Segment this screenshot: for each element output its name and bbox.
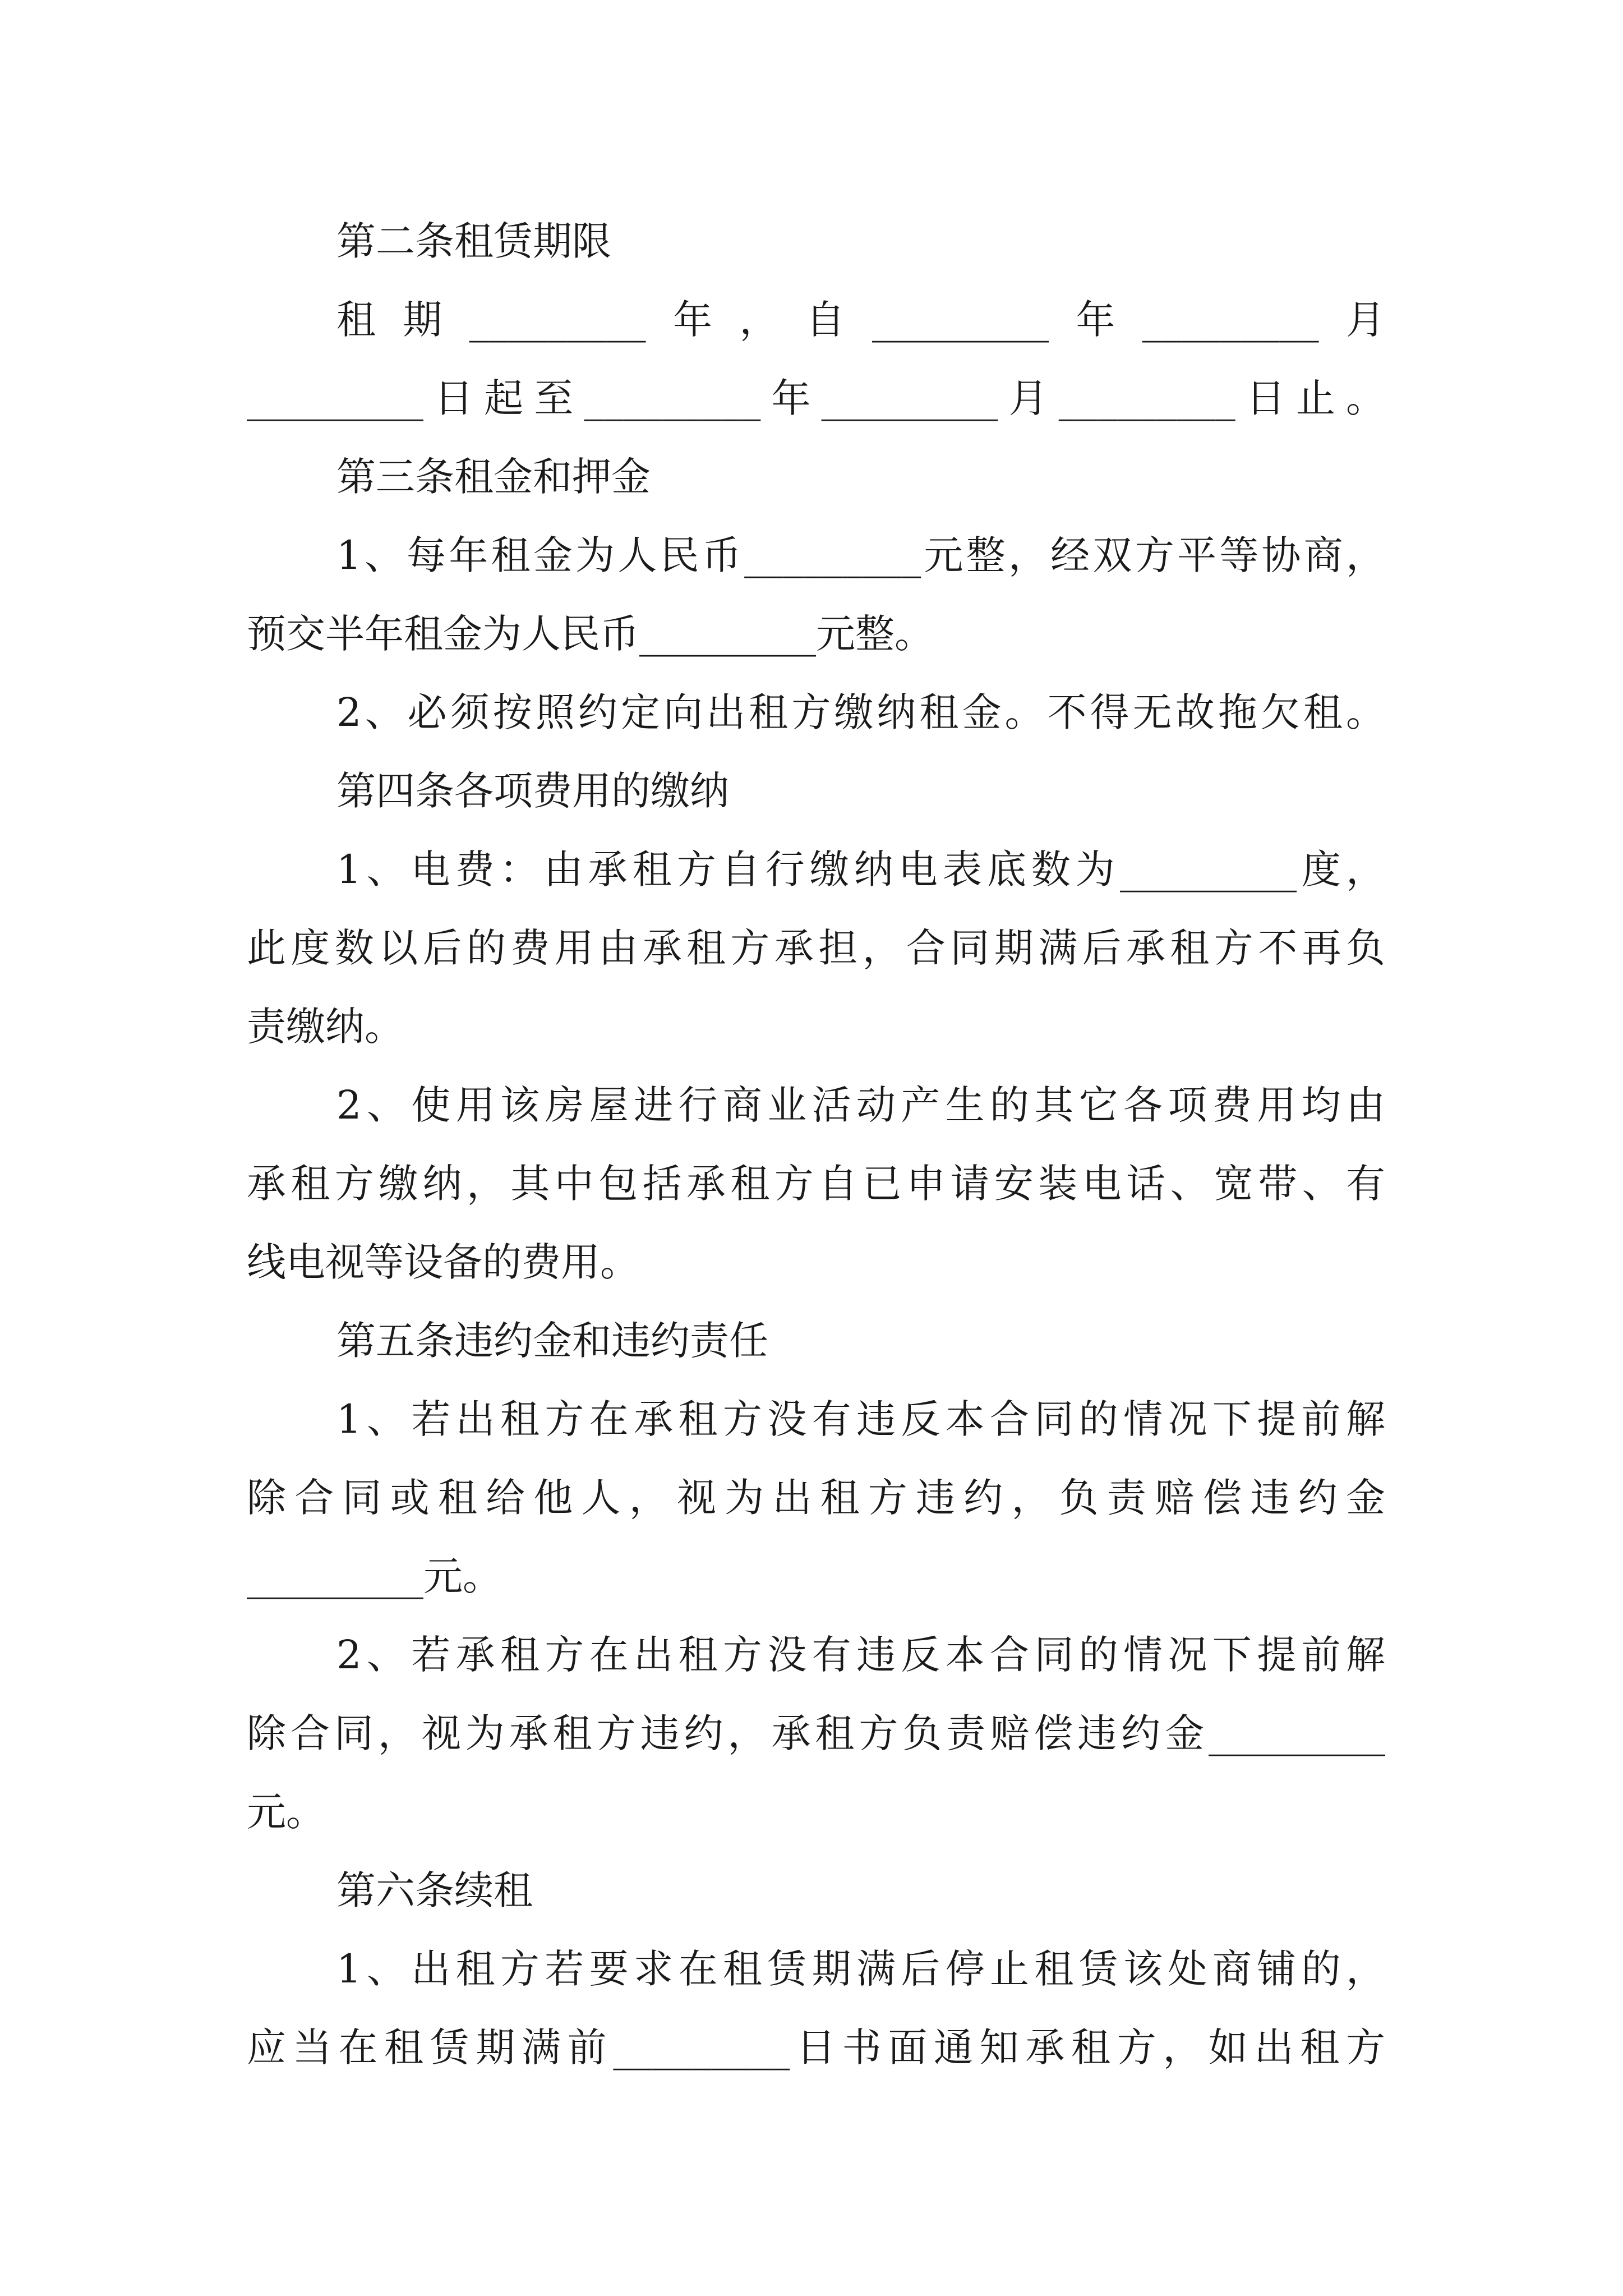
article-5-heading: 第五条违约金和违约责任 (336, 1318, 768, 1364)
renewal-clause-1-line-1: 1、出租方若要求在租赁期满后停止租赁该处商铺的， (336, 1946, 1385, 1992)
article-3-heading: 第三条租金和押金 (336, 454, 651, 500)
fees-clause-1-line-1: 1、电费：由承租方自行缴纳电表底数为_________度， (336, 846, 1385, 892)
rent-clause-2: 2、必须按照约定向出租方缴纳租金。不得无故拖欠租。 (336, 689, 1385, 735)
breach-clause-1-line-2: 除合同或租给他人，视为出租方违约，负责赔偿违约金 (247, 1475, 1385, 1521)
fees-clause-2-line-1: 2、使用该房屋进行商业活动产生的其它各项费用均由 (336, 1082, 1385, 1128)
article-4-heading: 第四条各项费用的缴纳 (336, 768, 729, 814)
breach-clause-2-line-3: 元。 (247, 1789, 325, 1835)
fees-clause-2-line-2: 承租方缴纳，其中包括承租方自已申请安装电话、宽带、有 (247, 1161, 1385, 1207)
breach-clause-1-line-1: 1、若出租方在承租方没有违反本合同的情况下提前解 (336, 1396, 1385, 1442)
article-2-heading: 第二条租赁期限 (336, 218, 611, 264)
rent-clause-1-line-2: 预交半年租金为人民币_________元整。 (247, 611, 934, 657)
fees-clause-1-line-2: 此度数以后的费用由承租方承担，合同期满后承租方不再负 (247, 925, 1385, 971)
fees-clause-1-line-3: 责缴纳。 (247, 1004, 404, 1050)
fees-clause-2-line-3: 线电视等设备的费用。 (247, 1239, 639, 1285)
breach-clause-1-line-3: _________元。 (247, 1553, 502, 1599)
breach-clause-2-line-1: 2、若承租方在出租方没有违反本合同的情况下提前解 (336, 1632, 1385, 1678)
lease-term-line-1: 租期_________年，自_________年_________月 (336, 297, 1385, 343)
renewal-clause-1-line-2: 应当在租赁期满前_________日书面通知承租方，如出租方 (247, 2024, 1385, 2070)
lease-term-line-2: _________日起至_________年_________月_________日止。 (247, 375, 1385, 421)
article-6-heading: 第六条续租 (336, 1867, 533, 1913)
rent-clause-1-line-1: 1、每年租金为人民币_________元整，经双方平等协商， (336, 532, 1385, 578)
breach-clause-2-line-2: 除合同，视为承租方违约，承租方负责赔偿违约金_________ (247, 1710, 1385, 1756)
